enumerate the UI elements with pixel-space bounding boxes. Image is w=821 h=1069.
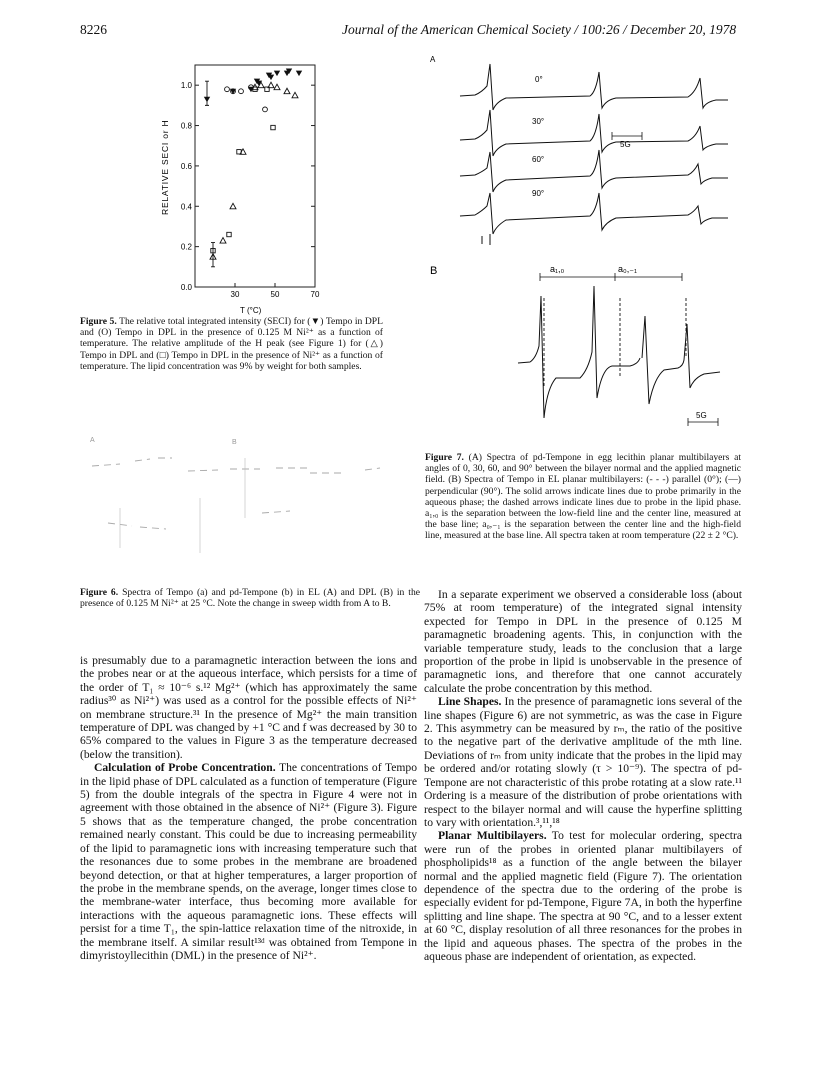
- figure-7-label: Figure 7.: [425, 452, 464, 463]
- angle-30-label: 30°: [532, 117, 545, 126]
- right-paragraph-2: Line Shapes. In the presence of paramagnetic ions several of the line shapes (Figure 6) are not symmetric, as was the case in Figure 2. This asymmetry can be measured by rₘ, the ratio of the positive to the negative part of the derivative amplitude of the mth line. Deviations of rₘ from unity indicate that the probes in the lipid may be ordered and/or rotating slowly (τ > 10⁻⁹). The spectra of pd-Tempone are not characteristic of this probe rotating at a slow rate.¹¹ Ordering is a measure of the distribution of probe orientations with respect to the bilayer normal and will cause the hyperfine splitting to vary with orientation.³,¹¹,¹⁸: [424, 695, 742, 829]
- figure-6-spectra: [80, 428, 410, 578]
- error-bar: [205, 81, 209, 105]
- figure-6-faint-line: [120, 458, 245, 553]
- figure-6-trace-a3: [310, 468, 380, 473]
- right-column-text: [424, 588, 742, 963]
- figure-7-spectra: [420, 48, 750, 448]
- point-h-tempo-dpl-ni: [227, 232, 231, 236]
- spectrum-b-perpendicular: [518, 286, 640, 418]
- spectrum-90deg: [460, 193, 728, 234]
- a10-label: a₁,₀: [550, 264, 565, 274]
- point-tempo-dpl: [296, 71, 302, 77]
- error-bar: [211, 243, 215, 267]
- angle-60-label: 60°: [532, 155, 545, 164]
- y-tick-label: 0.2: [180, 242, 192, 252]
- section-heading-line-shapes: Line Shapes.: [438, 695, 502, 709]
- figure-6-trace-b2: [262, 511, 290, 513]
- figure-6-caption: [80, 587, 420, 609]
- y-tick-label: 0.4: [180, 202, 192, 212]
- point-tempo-dpl-ni: [239, 89, 244, 94]
- figure-5-caption: [80, 316, 383, 372]
- journal-header: Journal of the American Chemical Society / 100:26 / December 20, 1978: [342, 22, 737, 37]
- point-h-tempo-dpl: [284, 88, 290, 94]
- figure-7-caption: [425, 452, 741, 542]
- figure-6-label-b: B: [232, 439, 237, 446]
- point-h-tempo-dpl: [274, 84, 280, 90]
- point-h-tempo-dpl: [220, 238, 226, 244]
- dashed-arrows: [544, 298, 686, 388]
- figure-6-text: Spectra of Tempo (a) and pd-Tempone (b) in EL (A) and DPL (B) in the presence of 0.125 M Ni²⁺ at 25 °C. Note the change in sweep width from A to B.: [80, 587, 420, 610]
- section-heading-planar-multibilayers: Planar Multibilayers.: [438, 829, 547, 843]
- right-paragraph-3: Planar Multibilayers. To test for molecular ordering, spectra were run of the probes in oriented planar multibilayers of phospholipids¹⁸ as a function of the angle between the bilayer normal and the applied magnetic field (Figure 7). The orientation dependence of the spectra due to the ordering of the probe is especially evident for pd-Tempone, Figure 7A, in both the hyperfine splitting and line shape. The spectra at 90 °C, and to a lesser extent at 60 °C, display resolution of all three resonances for the probes in the lipid and aqueous phases. The spectra of the probes in the aqueous phase are independent of orientation, as expected.: [424, 829, 742, 963]
- right-paragraph-1: In a separate experiment we observed a considerable loss (about 75% at room temperature) of the integrated signal intensity expected for Tempo in DPL in the presence of 0.125 M paramagnetic broadening agents. This, in conjunction with the variable temperature study, leads to the conclusion that a large proportion of the probe in lipid is unobservable in the presence of paramagnetic ions, and therefore that one cannot accurately calculate the probe concentration by this method.: [424, 588, 742, 695]
- point-h-tempo-dpl-ni: [271, 125, 275, 129]
- figure-7-label-a: A: [430, 55, 436, 64]
- section-heading-probe-concentration: Calculation of Probe Concentration.: [94, 761, 276, 775]
- scale-label-a: 5G: [620, 140, 631, 149]
- y-tick-label: 1.0: [180, 81, 192, 91]
- left-paragraph-1: is presumably due to a paramagnetic interaction between the ions and the probes near or at the aqueous interface, which persists for a time of the order of T₁ ≈ 10⁻⁶ s.¹² Mg²⁺ (which has approximately the same radius³⁰ as Ni²⁺) was used as a control for the possible effects of Ni²⁺ on membrane structure.³¹ In the presence of Mg²⁺ the main transition temperature of DPL was changed by +1 °C and f was decreased by 30 to 65% compared to the values in Figure 3 as the temperature decreased (below the transition).: [80, 654, 417, 761]
- left-column-text: [80, 654, 417, 962]
- point-tempo-dpl: [274, 71, 280, 77]
- angle-0-label: 0°: [535, 75, 543, 84]
- figure-7-text: (A) Spectra of pd-Tempone in egg lecithin planar multibilayers at angles of 0, 30, 60, and 90° between the bilayer normal and the applied magnetic field. (B) Spectra of Tempo in EL planar multibilayers: (- - -) parallel (0°); (—) perpendicular (90°). The solid arrows indicate lines due to probe primarily in the aqueous phase; the dashed arrows indicate lines due to probe in the lipid phase. a₁,₀ is the separation between the low-field line and the center line, measured at the base line; a₀,₋₁ is the separation between the center line and the high-field line, measured at the base line. All spectra taken at room temperature (22 ± 2 °C).: [425, 452, 741, 542]
- y-tick-label: 0.0: [180, 283, 192, 292]
- figure-6-label-a: A: [90, 437, 95, 444]
- x-tick-label: 50: [270, 290, 280, 299]
- figure-6-trace-b1: [108, 523, 166, 529]
- spectrum-30deg: [460, 110, 728, 156]
- figure-5-text: The relative total integrated intensity (SECI) for (▼) Tempo in DPL and (O) Tempo in DPL in the presence of 0.125 M Ni²⁺ as a function of temperature. The relative amplitude of the H peak (see Figure 1) for (△) Tempo in DPL and (□) Tempo in DPL in the presence of Ni²⁺ as a function of temperature. The lipid concentration was 9% by weight for both samples.: [80, 316, 383, 372]
- a0m1-label: a₀,₋₁: [618, 264, 638, 274]
- point-tempo-dpl-ni: [263, 107, 268, 112]
- page-number: 8226: [80, 22, 107, 37]
- point-h-tempo-dpl: [292, 92, 298, 98]
- y-axis-label: RELATIVE SECI or H: [160, 119, 170, 215]
- y-tick-label: 0.6: [180, 161, 192, 171]
- scale-bar-a: [612, 132, 642, 140]
- figure-5-chart: [150, 55, 350, 315]
- left-paragraph-2: Calculation of Probe Concentration. The concentrations of Tempo in the lipid phase of DPL calculated as a function of temperature (Figure 5) from the double integrals of the spectra in Figure 4 were not in agreement with those obtained in the absence of Ni²⁺ (Figure 3). Figure 5 shows that as the temperature changed, the probe concentration remained nearly constant. This could be due to increasing permeability of the lipid to paramagnetic ions with increasing temperature such that the resonances due to some probes in the membrane are broadened beyond detection, or that at higher temperatures, a larger proportion of the probe in the membrane spends, on the average, longer times close to the membrane-water interface, thus becoming more available for interactions with the aqueous paramagnetic ions. These effects will persist for a time T₁, the spin-lattice relaxation time of the nitroxide, in the membrane itself. A similar result¹³ᵈ was obtained from Tempone in dimyristoyllecithin (DML) in the presence of Ni²⁺.: [80, 761, 417, 962]
- figure-7-label-b: B: [430, 265, 438, 277]
- spectrum-60deg: [460, 150, 728, 192]
- x-axis-label: T (°C): [240, 306, 262, 315]
- figure-6-trace-a2: [188, 468, 308, 471]
- figure-6-label: Figure 6.: [80, 587, 119, 598]
- scale-label-b: 5G: [696, 411, 707, 420]
- spectrum-b-perpendicular-2: [642, 316, 720, 404]
- figure-5-label: Figure 5.: [80, 316, 117, 327]
- point-h-tempo-dpl: [230, 203, 236, 209]
- angle-90-label: 90°: [532, 189, 545, 198]
- hyperfine-markers: [540, 273, 682, 281]
- figure-6-trace-a1: [92, 458, 172, 466]
- point-tempo-dpl-ni: [225, 87, 230, 92]
- figure-7-arrow-lines: [482, 234, 490, 245]
- x-tick-label: 70: [310, 290, 320, 299]
- spectrum-0deg: [460, 64, 728, 110]
- x-tick-label: 30: [230, 290, 240, 299]
- y-tick-label: 0.8: [180, 121, 192, 131]
